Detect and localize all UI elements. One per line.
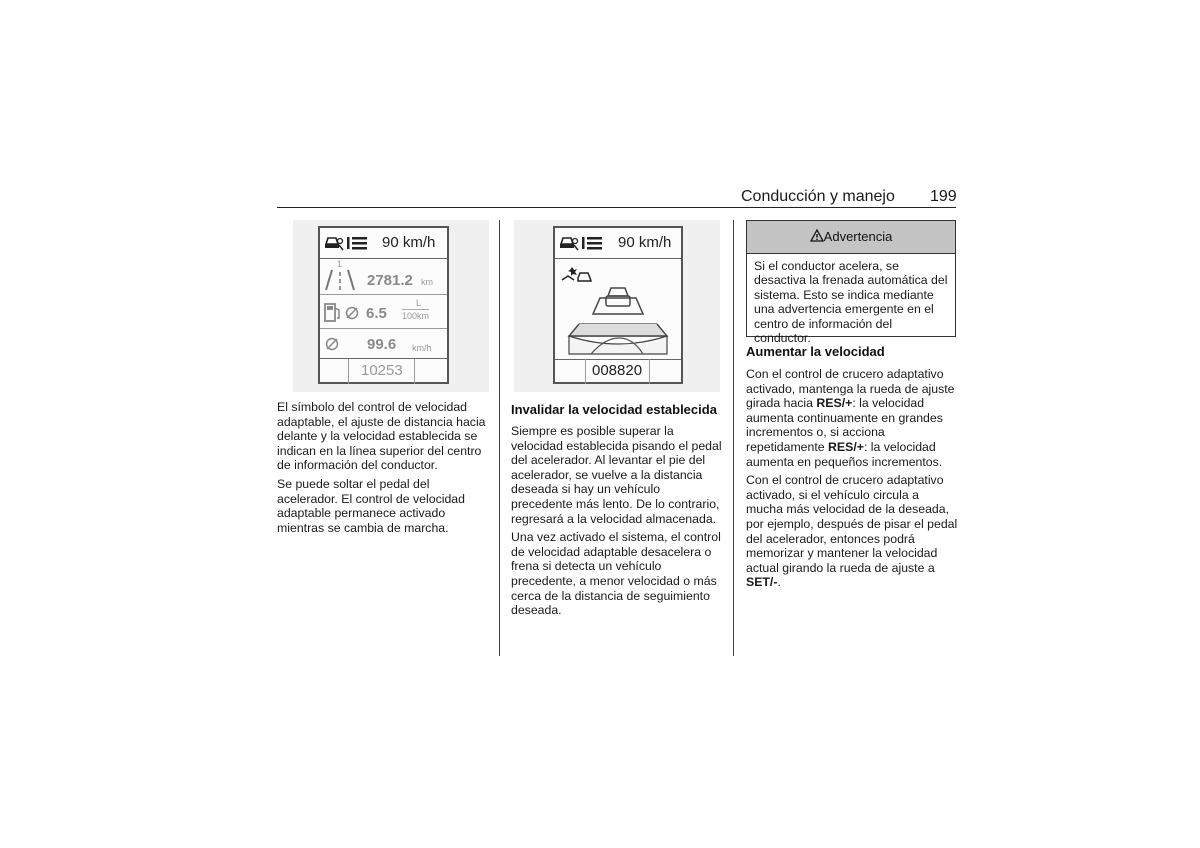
cluster-fuel-row	[320, 294, 447, 329]
header-rule	[277, 207, 956, 208]
cluster-top-row	[320, 228, 447, 259]
avg-speed-value: 99.6	[367, 336, 397, 353]
fuel-value: 6.5	[366, 305, 387, 322]
odometer-cell-right	[649, 359, 650, 384]
column-divider-2	[733, 220, 734, 656]
warning-header	[747, 221, 955, 254]
figure-cluster-display-2	[514, 220, 720, 392]
paragraph: Con el control de crucero adaptativo activado, mantenga la rueda de ajuste girada hacia RES/+: la velocidad aumenta continuamente en grandes incrementos o, si acciona repetidamente RES/+: la velocidad aumenta en pequeños incrementos.	[746, 367, 955, 469]
figure-cluster-display-1	[293, 220, 489, 392]
warning-text: Si el conductor acelera, se desactiva la frenada automática del sistema. Esto se indica mediante una advertencia emergente en el centro de información del conductor.	[754, 259, 948, 346]
cluster-distance-row	[320, 258, 447, 295]
paragraph: Siempre es posible superar la velocidad establecida pisando el pedal del acelerador. Al levantar el pie del acelerador, se vuelve a la distancia deseada si hay un vehículo precedente más lento. De lo contrario, regresará a la velocidad almacenada.	[511, 424, 722, 526]
warning-box	[746, 220, 956, 346]
paragraph: El símbolo del control de velocidad adaptable, el ajuste de distancia hacia delante y la velocidad establecida se indican en la línea superior del centro de información del conductor.	[277, 400, 486, 473]
fuel-pump-icon	[324, 302, 342, 322]
warning-triangle-icon	[810, 229, 824, 242]
distance-bars-icon	[582, 236, 604, 250]
cluster-screen	[553, 226, 683, 384]
fuel-unit-bottom: 100km	[402, 311, 430, 321]
avg-speed-unit: km/h	[412, 343, 432, 353]
set-speed: 90 km/h	[382, 234, 436, 251]
paragraph: Con el control de crucero adaptativo activado, si el vehículo circula a mucha más velocidad de la deseada, por ejemplo, después de pisar el pedal del acelerador, entonces podrá memorizar y mantener la velocidad actual girando la rueda de ajuste a SET/-.	[746, 473, 958, 590]
paragraph: Una vez activado el sistema, el control de velocidad adaptable desacelera o frena si detecta un vehículo precedente, a menor velocidad o más cerca de la distancia de seguimiento deseada.	[511, 530, 721, 618]
odometer-cell-right	[414, 359, 415, 384]
acc-car-icon	[324, 235, 344, 251]
warning-title: Advertencia	[823, 229, 893, 244]
odometer: 008820	[592, 362, 643, 379]
column-divider-1	[499, 220, 500, 656]
odometer-cell-left	[585, 359, 586, 384]
section-heading: Aumentar la velocidad	[746, 344, 885, 359]
acc-car-icon	[559, 235, 579, 251]
cluster-top-row	[555, 228, 681, 259]
distance-bars-icon	[347, 236, 369, 250]
average-icon	[325, 337, 339, 351]
paragraph: Se puede soltar el pedal del acelerador. El control de velocidad adaptable permanece activado mientras se cambia de marcha.	[277, 476, 465, 535]
odometer-cell-top	[555, 359, 681, 360]
column-2-text	[511, 424, 723, 622]
column-3-text	[746, 367, 958, 594]
lane-number: 1	[337, 259, 343, 269]
distance-value: 2781.2	[367, 272, 413, 289]
cluster-avg-speed-row	[320, 328, 447, 359]
odometer-cell-left	[348, 359, 349, 384]
odometer: 10253	[361, 362, 403, 379]
section-title: Conducción y manejo	[741, 188, 895, 205]
fuel-unit-top: L	[416, 298, 422, 308]
average-icon	[345, 306, 359, 320]
lane-icon	[324, 268, 356, 292]
column-1-text	[277, 400, 489, 539]
set-speed: 90 km/h	[618, 234, 672, 251]
cluster-screen	[318, 226, 449, 384]
lead-car-icon	[555, 278, 681, 360]
page-number: 199	[930, 188, 957, 205]
section-heading: Invalidar la velocidad establecida	[511, 402, 717, 417]
distance-unit: km	[421, 277, 433, 287]
